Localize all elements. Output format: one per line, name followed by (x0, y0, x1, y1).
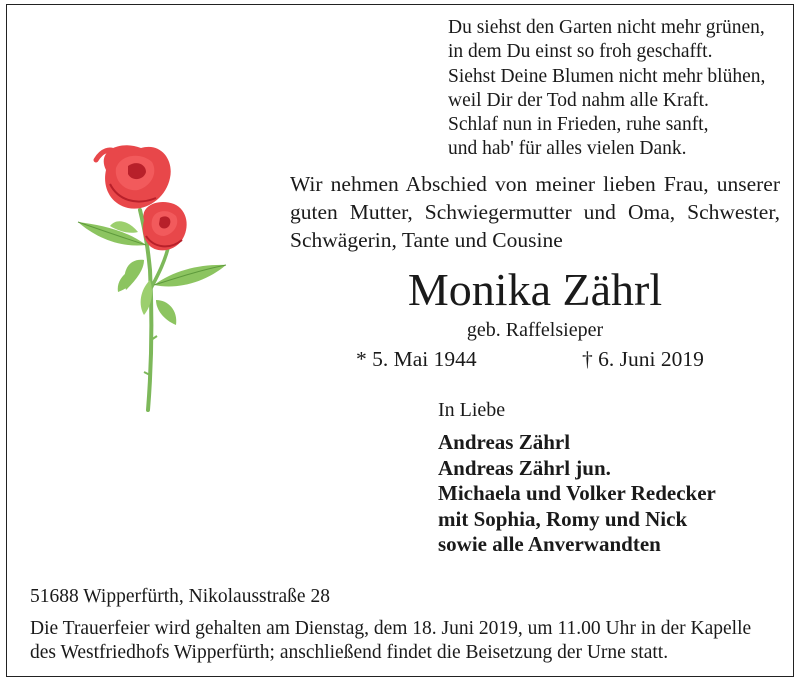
mourner-name: Andreas Zährl jun. (438, 455, 611, 480)
rose-icon (66, 140, 246, 430)
poem-line: Du siehst den Garten nicht mehr grünen, (448, 17, 765, 38)
service-line: des Westfriedhofs Wipperfürth; anschließend findet die Beisetzung der Urne statt. (30, 642, 669, 663)
mourner-name: Michaela und Volker Redecker (438, 481, 716, 506)
poem-line: weil Dir der Tod nahm alle Kraft. (448, 89, 709, 111)
poem-line: Siehst Deine Blumen nicht mehr blühen, (448, 65, 766, 87)
service-info (30, 617, 775, 665)
poem (448, 16, 765, 162)
mourner-name: sowie alle Anverwandten (438, 532, 661, 557)
intro-line: Wir nehmen Abschied von meiner lieben Frau, unserer (290, 172, 780, 196)
mourner-name: mit Sophia, Romy und Nick (438, 506, 688, 531)
intro-line: Schwägerin, Tante und Cousine (290, 228, 563, 252)
mourner-name: Andreas Zährl (438, 430, 571, 454)
mourners-heading: In Liebe (438, 399, 506, 421)
birth-date: * 5. Mai 1944 (356, 347, 477, 371)
intro-text (290, 170, 780, 254)
service-line: Die Trauerfeier wird gehalten am Dienstag, dem 18. Juni 2019, um 11.00 Uhr in der Kapelle (30, 618, 752, 639)
poem-line: in dem Du einst so froh geschafft. (448, 41, 713, 63)
address: 51688 Wipperfürth, Nikolausstraße 28 (30, 586, 330, 607)
mourners-list (438, 430, 716, 558)
maiden-name: geb. Raffelsieper (466, 319, 604, 341)
poem-line: Schlaf nun in Frieden, ruhe sanft, (448, 114, 709, 136)
deceased-name: Monika Zährl (407, 264, 663, 315)
death-date: † 6. Juni 2019 (582, 347, 704, 371)
intro-line: guten Mutter, Schwiegermutter und Oma, Schwester, (290, 200, 780, 224)
poem-line: und hab' für alles vielen Dank. (448, 138, 687, 160)
